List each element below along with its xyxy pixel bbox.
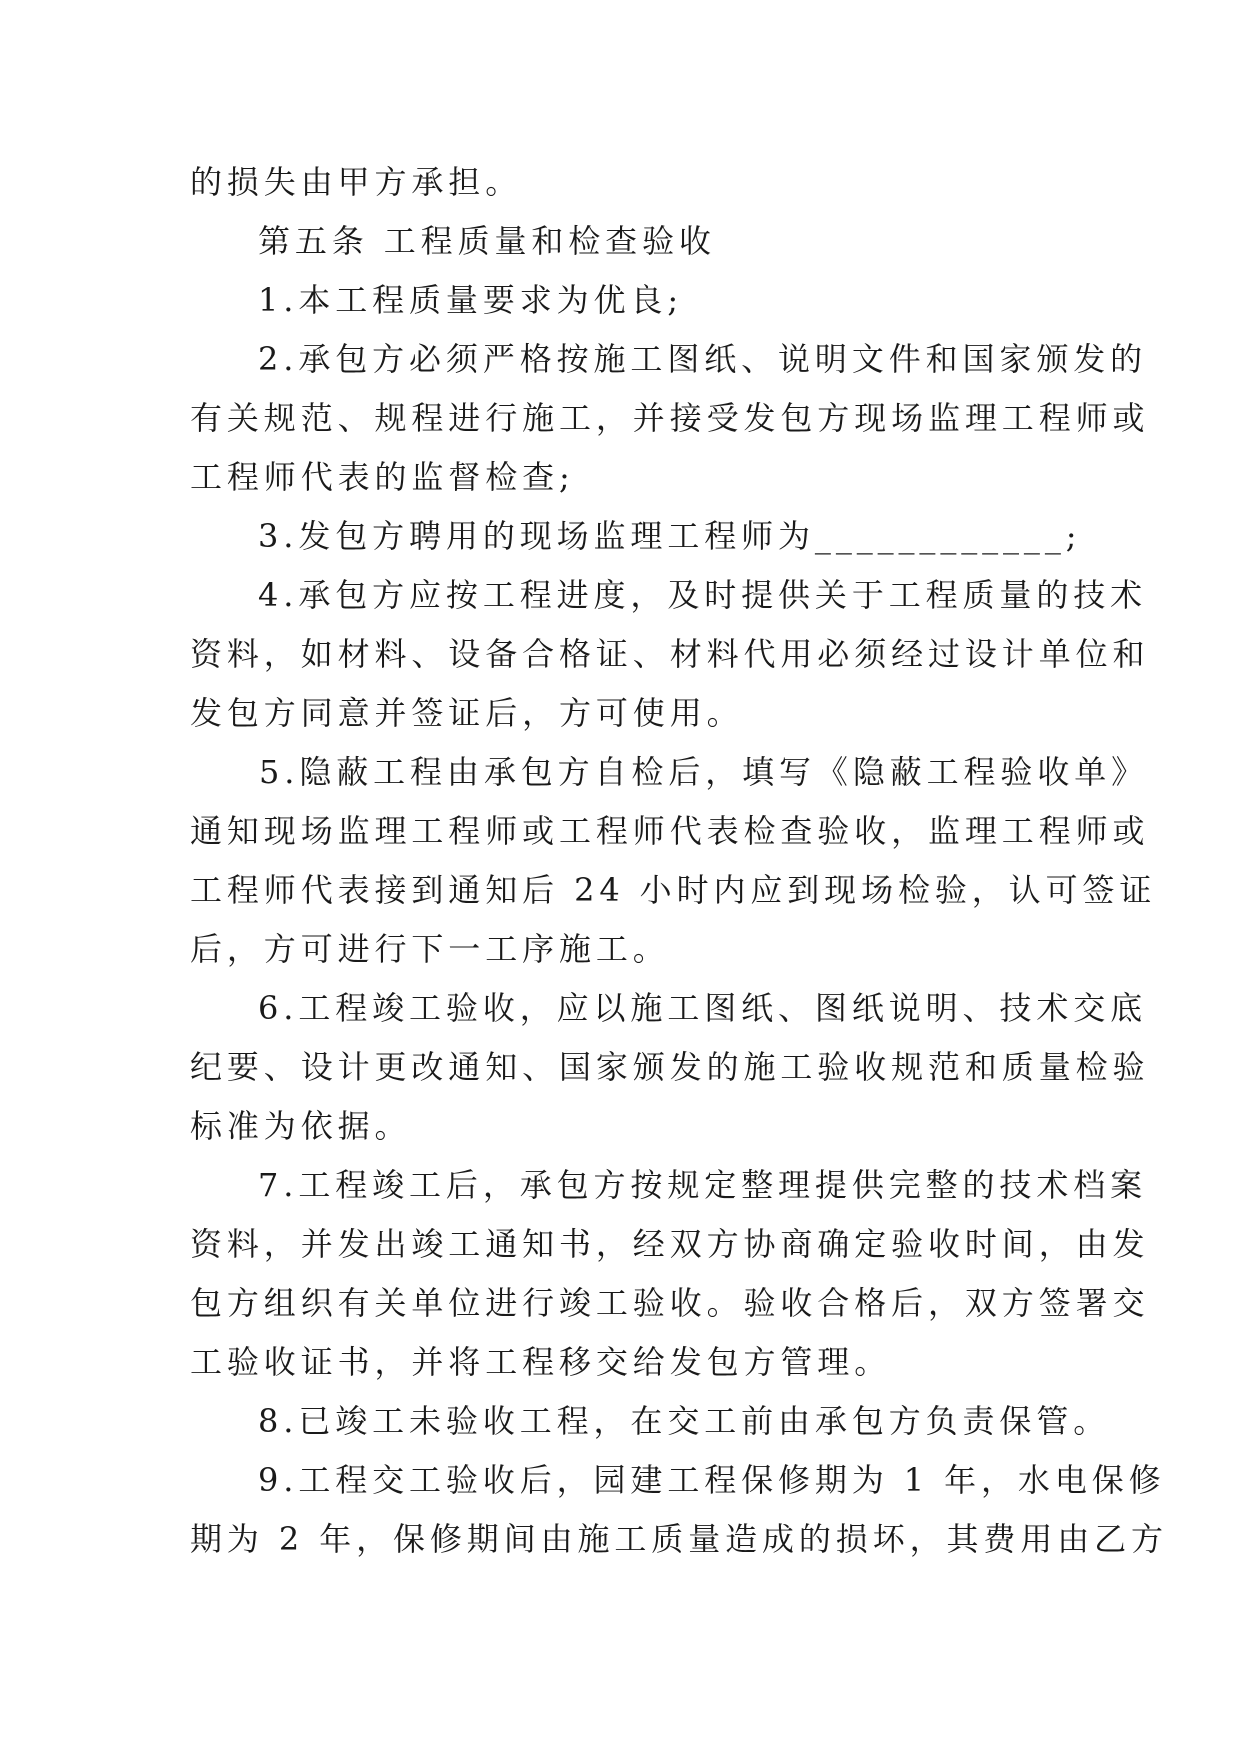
clause-7: 7.工程竣工后，承包方按规定整理提供完整的技术档案 bbox=[258, 1166, 1148, 1204]
text-line: 通知现场监理工程师或工程师代表检查验收，监理工程师或 bbox=[190, 812, 1150, 850]
text-line: 资料，如材料、设备合格证、材料代用必须经过设计单位和 bbox=[190, 635, 1150, 673]
text-line: 发包方同意并签证后，方可使用。 bbox=[190, 694, 744, 732]
clause-5: 5.隐蔽工程由承包方自检后，填写《隐蔽工程验收单》 bbox=[259, 753, 1149, 791]
text-line: 后，方可进行下一工序施工。 bbox=[190, 930, 670, 968]
text-line: 工验收证书，并将工程移交给发包方管理。 bbox=[190, 1343, 892, 1381]
section-heading: 第五条 工程质量和检查验收 bbox=[258, 222, 716, 260]
text-line: 资料，并发出竣工通知书，经双方协商确定验收时间，由发 bbox=[190, 1225, 1150, 1263]
text-line: 包方组织有关单位进行竣工验收。验收合格后，双方签署交 bbox=[190, 1284, 1150, 1322]
text-line: 的损失由甲方承担。 bbox=[190, 163, 523, 201]
clause-6: 6.工程竣工验收，应以施工图纸、图纸说明、技术交底 bbox=[258, 989, 1148, 1027]
clause-2: 2.承包方必须严格按施工图纸、说明文件和国家颁发的 bbox=[258, 340, 1148, 378]
clause-9: 9.工程交工验收后，园建工程保修期为 1 年，水电保修 bbox=[258, 1461, 1166, 1499]
clause-3: 3.发包方聘用的现场监理工程师为____________; bbox=[258, 517, 1082, 555]
clause-4: 4.承包方应按工程进度，及时提供关于工程质量的技术 bbox=[258, 576, 1148, 614]
clause-1: 1.本工程质量要求为优良; bbox=[258, 281, 684, 319]
text-line: 纪要、设计更改通知、国家颁发的施工验收规范和质量检验 bbox=[190, 1048, 1150, 1086]
text-line: 工程师代表接到通知后 24 小时内应到现场检验，认可签证 bbox=[190, 871, 1157, 909]
text-line: 工程师代表的监督检查; bbox=[190, 458, 575, 496]
document-body bbox=[190, 153, 1168, 1569]
clause-8: 8.已竣工未验收工程，在交工前由承包方负责保管。 bbox=[258, 1402, 1111, 1440]
text-line: 标准为依据。 bbox=[190, 1107, 412, 1145]
text-line: 有关规范、规程进行施工，并接受发包方现场监理工程师或 bbox=[190, 399, 1150, 437]
text-line: 期为 2 年，保修期间由施工质量造成的损坏，其费用由乙方 bbox=[190, 1520, 1168, 1558]
